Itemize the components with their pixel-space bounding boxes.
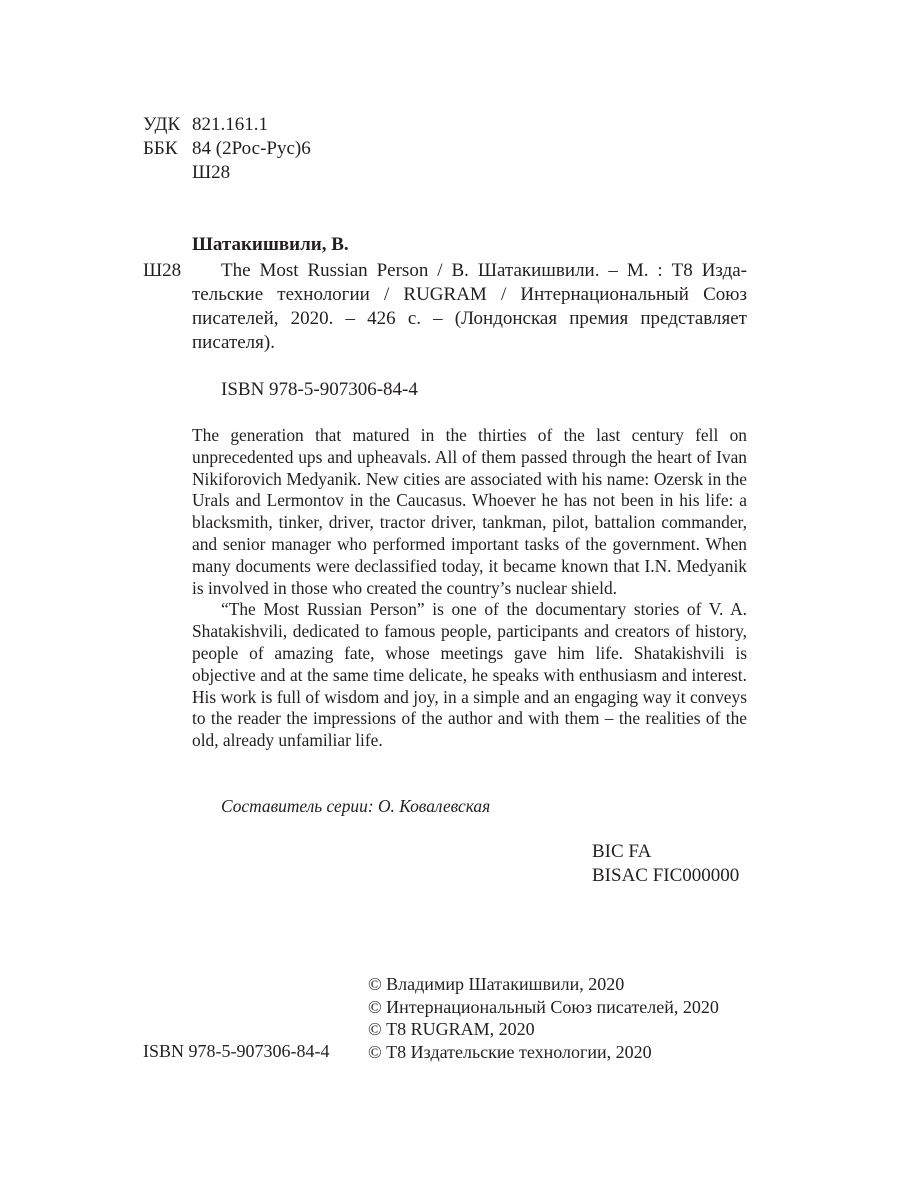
isbn-bottom: ISBN 978-5-907306-84-4 (143, 1041, 330, 1061)
bibliographic-description: The Most Russian Person / В. Шатакишвили. – М. : Т8 Издательские технологии / RUGRAM / Интернациональный Союз писателей, 2020. – 426 с. – (Лондонская премия представляет писателя). (192, 260, 747, 353)
cutter-code: Ш28 (143, 260, 182, 281)
copyright-line: © Т8 Издательские технологии, 2020 (368, 1041, 652, 1062)
author-heading: Шатакишвили, В. (192, 234, 349, 255)
classification-block (143, 113, 311, 185)
copyright-line: © Интернациональный Союз писателей, 2020 (368, 996, 719, 1017)
isbn-main: ISBN 978-5-907306-84-4 (221, 379, 418, 400)
copyright-line: © Т8 RUGRAM, 2020 (368, 1019, 535, 1039)
subject-codes (592, 840, 739, 888)
udc-row (143, 113, 311, 137)
annotation (192, 425, 747, 752)
author-mark-label (143, 161, 192, 185)
author-mark-row (143, 161, 311, 185)
udc-value: 821.161.1 (192, 114, 268, 135)
bic-code: BIC FA (592, 841, 652, 862)
bisac-code: BISAC FIC000000 (592, 865, 740, 886)
annotation-paragraph: “The Most Russian Person” is one of the documentary stories of V. A. Shatakishvili, dedicated to famous people, participants and creators of history, people of amazing fate, whose meetings gave him life. Shatakishvili is objective and at the same time delicate, he speaks with enthusiasm and interest. His work is full of wisdom and joy, in a simple and an engaging way it conveys to the reader the impressions of the author and with them – the realities of the old, already unfamiliar life. (192, 599, 747, 751)
bbk-label: ББК (143, 138, 178, 159)
annotation-paragraph: The generation that matured in the thirties of the last century fell on unprecedented ups and upheavals. All of them passed through the heart of Ivan Nikiforovich Medyanik. New cities are associated with his name: Ozersk in the Urals and Lermontov in the Caucasus. Whoever he has not been in his life: a blacksmith, tinker, driver, tractor driver, tankman, pilot, battalion commander, and senior manager who performed important tasks of the government. When many documents were declassified today, it became known that I.N. Medyanik is involved in those who created the country’s nuclear shield. (192, 425, 747, 598)
author-mark-value: Ш28 (192, 162, 231, 183)
copyright-block (368, 973, 719, 1063)
udc-label: УДК (143, 114, 181, 135)
bbk-value: 84 (2Рос-Рус)6 (192, 138, 311, 159)
bbk-row (143, 137, 311, 161)
series-compiler: Составитель серии: О. Ковалевская (221, 796, 491, 816)
copyright-line: © Владимир Шатакишвили, 2020 (368, 974, 625, 994)
